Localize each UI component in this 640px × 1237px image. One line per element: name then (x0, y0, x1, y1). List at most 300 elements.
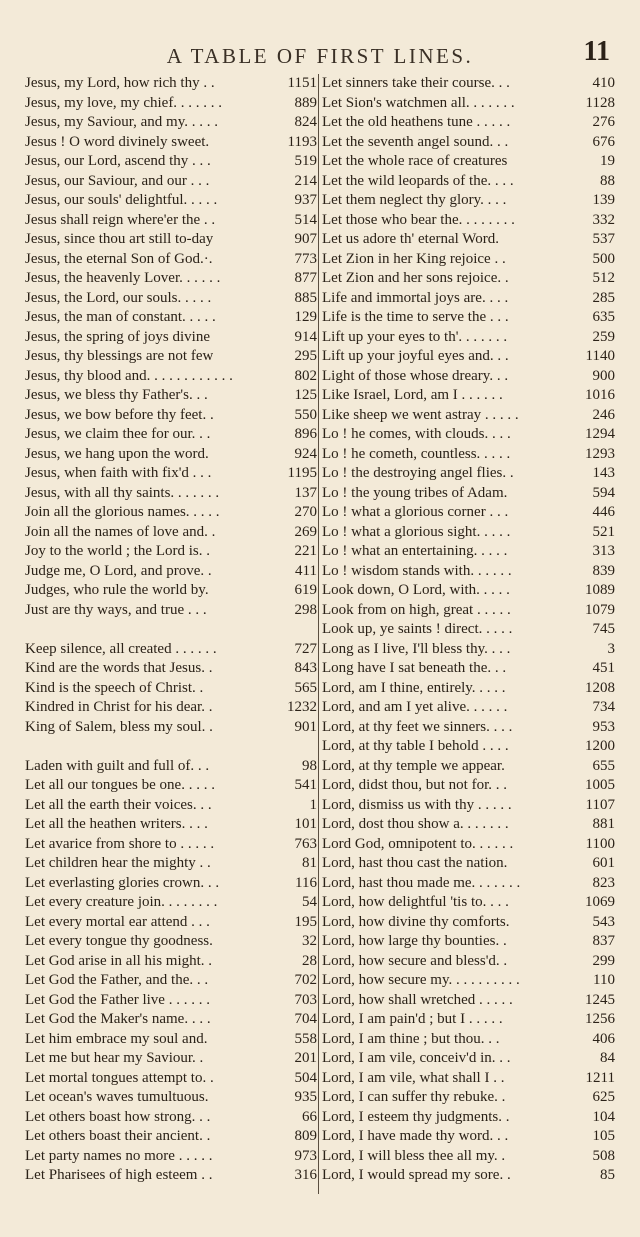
index-entry (25, 601, 317, 621)
index-entry (25, 328, 317, 348)
hymn-number: 125 (294, 387, 317, 403)
hymn-number: 504 (294, 1069, 317, 1086)
hymn-number: 877 (294, 270, 317, 286)
first-line-text: Lord, I can suffer thy rebuke. . (322, 1089, 506, 1105)
hymn-number: 823 (592, 874, 615, 891)
page-number: 11 (583, 36, 610, 67)
hymn-number: 316 (294, 1167, 317, 1183)
first-line-text: Lord, I esteem thy judgments. . (322, 1108, 510, 1125)
hymn-number: 411 (295, 562, 317, 579)
hymn-number: 28 (302, 952, 317, 969)
first-line-text: Lord, am I thine, entirely. . . . . (322, 679, 506, 696)
hymn-number: 332 (592, 211, 615, 228)
hymn-number: 299 (592, 952, 615, 969)
hymn-number: 85 (600, 1167, 615, 1183)
hymn-number: 702 (294, 972, 317, 988)
first-line-text: Let every mortal ear attend . . . (25, 913, 210, 930)
hymn-number: 625 (592, 1089, 615, 1105)
first-line-text: Lord, how delightful 'tis to. . . . (322, 894, 509, 910)
index-entry (322, 932, 615, 952)
index-entry (322, 523, 615, 543)
first-line-text: Lord, I am vile, conceiv'd in. . . (322, 1050, 511, 1066)
index-entry (322, 601, 615, 621)
index-entry (25, 152, 317, 172)
hymn-number: 269 (294, 523, 317, 540)
index-entry (322, 347, 615, 367)
index-entry (322, 250, 615, 270)
first-line-text: Let those who bear the. . . . . . . . (322, 211, 515, 228)
first-line-text: Lord, dismiss us with thy . . . . . (322, 796, 512, 813)
first-line-text: Life is the time to serve the . . . (322, 309, 509, 325)
hymn-number: 54 (302, 894, 317, 910)
index-entry (25, 74, 317, 94)
index-entry (322, 152, 615, 172)
index-entry (322, 1147, 615, 1167)
index-entry (322, 991, 615, 1011)
first-line-text: Light of those whose dreary. . . (322, 367, 509, 384)
first-line-text: Lo ! the destroying angel flies. . (322, 465, 514, 481)
index-entry (322, 640, 615, 660)
hymn-number: 1208 (585, 679, 615, 696)
index-entry (25, 503, 317, 523)
index-entry (322, 1030, 615, 1050)
index-entry (322, 484, 615, 504)
hymn-number: 285 (592, 289, 615, 306)
column-divider (318, 74, 319, 1194)
hymn-number: 410 (592, 75, 615, 91)
index-entry (25, 445, 317, 465)
index-entry (25, 347, 317, 367)
index-entry (25, 211, 317, 231)
index-entry (25, 523, 317, 543)
index-entry (25, 269, 317, 289)
hymn-number: 313 (592, 543, 615, 559)
hymn-number: 137 (294, 484, 317, 501)
hymn-number: 1294 (585, 426, 615, 442)
index-entry (25, 1069, 317, 1089)
index-entry (25, 172, 317, 192)
first-line-text: Let God the Father live . . . . . . (25, 991, 210, 1008)
hymn-number: 558 (294, 1030, 317, 1047)
index-entry (25, 815, 317, 835)
index-entry (25, 1166, 317, 1186)
index-entry (25, 581, 317, 601)
index-entry (322, 815, 615, 835)
hymn-number: 1100 (585, 835, 615, 852)
first-line-text: Let God the Maker's name. . . . (25, 1011, 211, 1027)
hymn-number: 1140 (585, 348, 615, 364)
hymn-number: 565 (294, 679, 317, 696)
hymn-number: 809 (294, 1128, 317, 1144)
first-line-text: Let party names no more . . . . . (25, 1147, 213, 1164)
first-line-text: King of Salem, bless my soul. . (25, 718, 213, 735)
first-line-text: Lo ! wisdom stands with. . . . . . (322, 562, 512, 579)
index-entry (25, 308, 317, 328)
hymn-number: 19 (600, 153, 615, 169)
hymn-number: 139 (592, 192, 615, 208)
hymn-number: 143 (592, 465, 615, 481)
index-entry (25, 718, 317, 738)
hymn-number: 32 (302, 933, 317, 949)
first-line-text: Join all the names of love and. . (25, 523, 216, 540)
hymn-number: 914 (294, 328, 317, 345)
first-line-text: Like sheep we went astray . . . . . (322, 406, 519, 423)
hymn-number: 763 (294, 835, 317, 852)
first-line-text: Let the whole race of creatures (322, 153, 508, 169)
hymn-number: 676 (592, 133, 615, 150)
hymn-number: 3 (607, 640, 615, 657)
first-line-text: Kind are the words that Jesus. . (25, 660, 213, 676)
first-line-text: Jesus ! O word divinely sweet. (25, 133, 210, 150)
index-entry (322, 542, 615, 562)
first-line-text: Let the old heathens tune . . . . . (322, 114, 511, 130)
first-line-text: Let them neglect thy glory. . . . (322, 192, 507, 208)
index-entry (322, 835, 615, 855)
index-entry (322, 718, 615, 738)
hymn-number: 110 (593, 972, 615, 988)
index-entry (322, 1127, 615, 1147)
index-entry (322, 367, 615, 387)
first-line-text: Lord, I am vile, what shall I . . (322, 1069, 505, 1086)
index-entry (25, 640, 317, 660)
index-entry (25, 484, 317, 504)
first-line-text: Lo ! what a glorious sight. . . . . (322, 523, 511, 540)
hymn-number: 276 (592, 114, 615, 130)
index-entry (25, 1010, 317, 1030)
hymn-number: 907 (294, 231, 317, 247)
hymn-number: 1016 (585, 387, 615, 403)
first-line-text: Let others boast their ancient. . (25, 1128, 211, 1144)
first-line-text: Jesus, with all thy saints. . . . . . . (25, 484, 220, 501)
first-line-text: Life and immortal joys are. . . . (322, 289, 509, 306)
first-line-text: Let us adore th' eternal Word. (322, 231, 499, 247)
first-line-text: Jesus, the man of constant. . . . . (25, 309, 216, 325)
first-line-text: Jesus, we claim thee for our. . . (25, 426, 211, 442)
hymn-number: 837 (592, 933, 615, 949)
first-line-text: Lo ! what a glorious corner . . . (322, 504, 509, 520)
index-entry (322, 308, 615, 328)
hymn-number: 885 (294, 289, 317, 306)
first-line-text: Long have I sat beneath the. . . (322, 660, 507, 676)
index-entry (25, 464, 317, 484)
index-entry (322, 874, 615, 894)
hymn-number: 594 (592, 484, 615, 501)
hymn-number: 973 (294, 1147, 317, 1164)
hymn-number: 839 (592, 562, 615, 579)
first-line-text: Let all our tongues be one. . . . . (25, 777, 215, 793)
index-entry (25, 932, 317, 952)
first-line-text: Jesus shall reign where'er the . . (25, 211, 216, 228)
index-entry (322, 757, 615, 777)
index-entry (322, 113, 615, 133)
first-line-text: Lord, how secure and bless'd. . (322, 952, 508, 969)
first-line-text: Let ocean's waves tumultuous. (25, 1089, 209, 1105)
hymn-number: 66 (302, 1108, 317, 1125)
hymn-number: 214 (294, 172, 317, 189)
hymn-number: 81 (302, 855, 317, 871)
index-entry (322, 1069, 615, 1089)
index-entry (25, 113, 317, 133)
index-entry (322, 230, 615, 250)
first-line-text: Look down, O Lord, with. . . . . (322, 582, 510, 598)
first-line-text: Lo ! he cometh, countless. . . . . (322, 445, 511, 462)
first-line-text: Let me but hear my Saviour. . (25, 1050, 204, 1066)
hymn-number: 937 (294, 192, 317, 208)
index-entry (322, 172, 615, 192)
first-line-text: Jesus, my Lord, how rich thy . . (25, 75, 215, 91)
hymn-number: 101 (294, 816, 317, 832)
hymn-number: 901 (294, 718, 317, 735)
index-entry (322, 913, 615, 933)
index-entry (322, 796, 615, 816)
first-line-text: Laden with guilt and full of. . . (25, 757, 210, 774)
first-line-text: Lord, I would spread my sore. . (322, 1167, 511, 1183)
hymn-number: 1 (309, 796, 317, 813)
index-entry (25, 796, 317, 816)
index-entry (322, 562, 615, 582)
first-line-text: Lord, at thy feet we sinners. . . . (322, 718, 513, 735)
hymn-number: 1128 (585, 94, 615, 111)
hymn-number: 1293 (585, 445, 615, 462)
hymn-number: 1193 (287, 133, 317, 150)
hymn-number: 84 (600, 1050, 615, 1066)
hymn-number: 543 (592, 913, 615, 930)
index-entry (322, 1088, 615, 1108)
first-line-text: Just are thy ways, and true . . . (25, 601, 207, 618)
left-column (25, 74, 317, 1186)
first-line-text: Jesus, we bless thy Father's. . . (25, 387, 208, 403)
index-entry (322, 893, 615, 913)
first-line-text: Lord, I have made thy word. . . (322, 1128, 509, 1144)
index-entry (322, 698, 615, 718)
index-entry (322, 503, 615, 523)
first-line-text: Lord God, omnipotent to. . . . . . (322, 835, 514, 852)
index-entry (322, 659, 615, 679)
first-line-text: Jesus, we bow before thy feet. . (25, 406, 214, 423)
hymn-number: 1005 (585, 777, 615, 793)
first-line-text: Lo ! he comes, with clouds. . . . (322, 426, 511, 442)
index-entry (25, 991, 317, 1011)
first-line-text: Let others boast how strong. . . (25, 1108, 211, 1125)
hymn-number: 521 (592, 523, 615, 540)
first-line-text: Long as I live, I'll bless thy. . . . (322, 640, 511, 657)
index-entry (322, 854, 615, 874)
first-line-text: Let sinners take their course. . . (322, 75, 510, 91)
first-line-text: Let the seventh angel sound. . . (322, 133, 509, 150)
index-entry (322, 269, 615, 289)
first-line-text: Like Israel, Lord, am I . . . . . . (322, 387, 503, 403)
hymn-number: 635 (592, 309, 615, 325)
hymn-number: 270 (294, 504, 317, 520)
first-line-text: Lo ! what an entertaining. . . . . (322, 543, 508, 559)
hymn-number: 1232 (287, 699, 317, 715)
index-entry (25, 562, 317, 582)
index-entry (322, 74, 615, 94)
first-line-text: Let every creature join. . . . . . . . (25, 894, 218, 910)
first-line-text: Jesus, the eternal Son of God.·. (25, 250, 213, 267)
hymn-number: 889 (294, 94, 317, 111)
index-entry (25, 659, 317, 679)
hymn-number: 1151 (287, 75, 317, 91)
index-entry (322, 94, 615, 114)
first-line-text: Lift up your joyful eyes and. . . (322, 348, 509, 364)
hymn-number: 1195 (287, 465, 317, 481)
index-entry (25, 776, 317, 796)
index-entry (25, 952, 317, 972)
first-line-text: Lord, I will bless thee all my. . (322, 1147, 506, 1164)
first-line-text: Let Pharisees of high esteem . . (25, 1167, 213, 1183)
hymn-number: 500 (592, 250, 615, 267)
first-line-text: Let all the earth their voices. . . (25, 796, 212, 813)
hymn-number: 843 (294, 660, 317, 676)
index-entry (25, 679, 317, 699)
index-entry (322, 952, 615, 972)
hymn-number: 508 (592, 1147, 615, 1164)
first-line-text: Let God arise in all his might. . (25, 952, 213, 969)
hymn-number: 195 (294, 913, 317, 930)
first-line-text: Lord, how divine thy comforts. (322, 913, 510, 930)
index-entry (25, 230, 317, 250)
first-line-text: Lo ! the young tribes of Adam. (322, 484, 508, 501)
first-line-text: Lord, dost thou show a. . . . . . . (322, 816, 509, 832)
index-entry (322, 776, 615, 796)
hymn-number: 601 (592, 855, 615, 871)
hymn-number: 406 (592, 1030, 615, 1047)
index-entry (25, 757, 317, 777)
first-line-text: Join all the glorious names. . . . . (25, 504, 220, 520)
index-entry (25, 1127, 317, 1147)
first-line-text: Jesus, the heavenly Lover. . . . . . (25, 270, 221, 286)
first-line-text: Look from on high, great . . . . . (322, 601, 511, 618)
index-entry (25, 191, 317, 211)
index-entry (25, 854, 317, 874)
hymn-number: 88 (600, 172, 615, 189)
index-entry (25, 94, 317, 114)
first-line-text: Lord, and am I yet alive. . . . . . (322, 699, 508, 715)
hymn-number: 98 (302, 757, 317, 774)
first-line-text: Let Zion and her sons rejoice. . (322, 270, 509, 286)
index-entry (25, 1049, 317, 1069)
first-line-text: Let children hear the mighty . . (25, 855, 211, 871)
index-entry (25, 698, 317, 718)
page-title: A TABLE OF FIRST LINES. (166, 44, 474, 68)
hymn-number: 655 (592, 757, 615, 774)
index-entry (322, 464, 615, 484)
index-entry (322, 133, 615, 153)
index-entry (25, 542, 317, 562)
section-gap (25, 737, 317, 757)
hymn-number: 1245 (585, 991, 615, 1008)
first-line-text: Jesus, we hang upon the word. (25, 445, 209, 462)
first-line-text: Jesus, the spring of joys divine (25, 328, 210, 345)
hymn-number: 727 (294, 640, 317, 657)
hymn-number: 1107 (585, 796, 615, 813)
first-line-text: Lord, hast thou cast the nation. (322, 855, 508, 871)
first-line-text: Jesus, my love, my chief. . . . . . . (25, 94, 223, 111)
hymn-number: 704 (294, 1011, 317, 1027)
first-line-text: Jesus, thy blood and. . . . . . . . . . . . (25, 367, 233, 384)
hymn-number: 896 (294, 426, 317, 442)
index-entry (322, 445, 615, 465)
index-entry (322, 1010, 615, 1030)
first-line-text: Lord, I am pain'd ; but I . . . . . (322, 1011, 503, 1027)
hymn-number: 514 (294, 211, 317, 228)
hymn-number: 1069 (585, 894, 615, 910)
hymn-number: 105 (592, 1128, 615, 1144)
index-entry (25, 367, 317, 387)
first-line-text: Let avarice from shore to . . . . . (25, 835, 215, 852)
hymn-number: 246 (592, 406, 615, 423)
index-entry (322, 679, 615, 699)
first-line-text: Let every tongue thy goodness. (25, 933, 213, 949)
hymn-number: 1089 (585, 582, 615, 598)
first-line-text: Lord, hast thou made me. . . . . . . (322, 874, 521, 891)
hymn-number: 824 (294, 114, 317, 130)
index-entry (322, 1108, 615, 1128)
hymn-number: 519 (294, 153, 317, 169)
index-entry (25, 874, 317, 894)
hymn-number: 446 (592, 504, 615, 520)
first-line-text: Let him embrace my soul and. (25, 1030, 208, 1047)
hymn-number: 1211 (585, 1069, 615, 1086)
first-line-text: Jesus, my Saviour, and my. . . . . (25, 114, 219, 130)
index-entry (322, 620, 615, 640)
index-entry (25, 1088, 317, 1108)
right-column (322, 74, 615, 1186)
section-gap (25, 620, 317, 640)
index-entry (25, 1147, 317, 1167)
hymn-number: 537 (592, 231, 615, 247)
first-line-text: Kindred in Christ for his dear. . (25, 699, 213, 715)
index-entry (322, 289, 615, 309)
index-entry (25, 971, 317, 991)
first-line-text: Jesus, our Lord, ascend thy . . . (25, 153, 211, 169)
hymn-number: 1256 (585, 1011, 615, 1027)
index-entry (322, 1049, 615, 1069)
hymn-number: 541 (294, 777, 317, 793)
first-line-text: Judge me, O Lord, and prove. . (25, 562, 212, 579)
first-line-text: Joy to the world ; the Lord is. . (25, 543, 210, 559)
hymn-number: 773 (294, 250, 317, 267)
first-line-text: Lord, how secure my. . . . . . . . . . (322, 972, 520, 988)
hymn-number: 116 (295, 874, 317, 891)
first-line-text: Let everlasting glories crown. . . (25, 874, 220, 891)
index-entry (25, 406, 317, 426)
first-line-text: Jesus, our souls' delightful. . . . . (25, 192, 218, 208)
hymn-number: 881 (592, 816, 615, 832)
index-entry (322, 581, 615, 601)
hymn-number: 1200 (585, 738, 615, 754)
hymn-number: 935 (294, 1089, 317, 1105)
index-entry (322, 1166, 615, 1186)
index-entry (25, 835, 317, 855)
hymn-number: 802 (294, 367, 317, 384)
index-entry (25, 289, 317, 309)
hymn-number: 451 (592, 660, 615, 676)
hymn-number: 953 (592, 718, 615, 735)
index-entry (322, 328, 615, 348)
first-line-text: Let God the Father, and the. . . (25, 972, 209, 988)
first-line-text: Lord, how large thy bounties. . (322, 933, 507, 949)
first-line-text: Look up, ye saints ! direct. . . . . (322, 621, 513, 637)
first-line-text: Let mortal tongues attempt to. . (25, 1069, 214, 1086)
hymn-number: 104 (592, 1108, 615, 1125)
first-line-text: Lord, at thy table I behold . . . . (322, 738, 509, 754)
hymn-number: 703 (294, 991, 317, 1008)
first-line-text: Keep silence, all created . . . . . . (25, 640, 217, 657)
first-line-text: Let Sion's watchmen all. . . . . . . (322, 94, 515, 111)
hymn-number: 924 (294, 445, 317, 462)
